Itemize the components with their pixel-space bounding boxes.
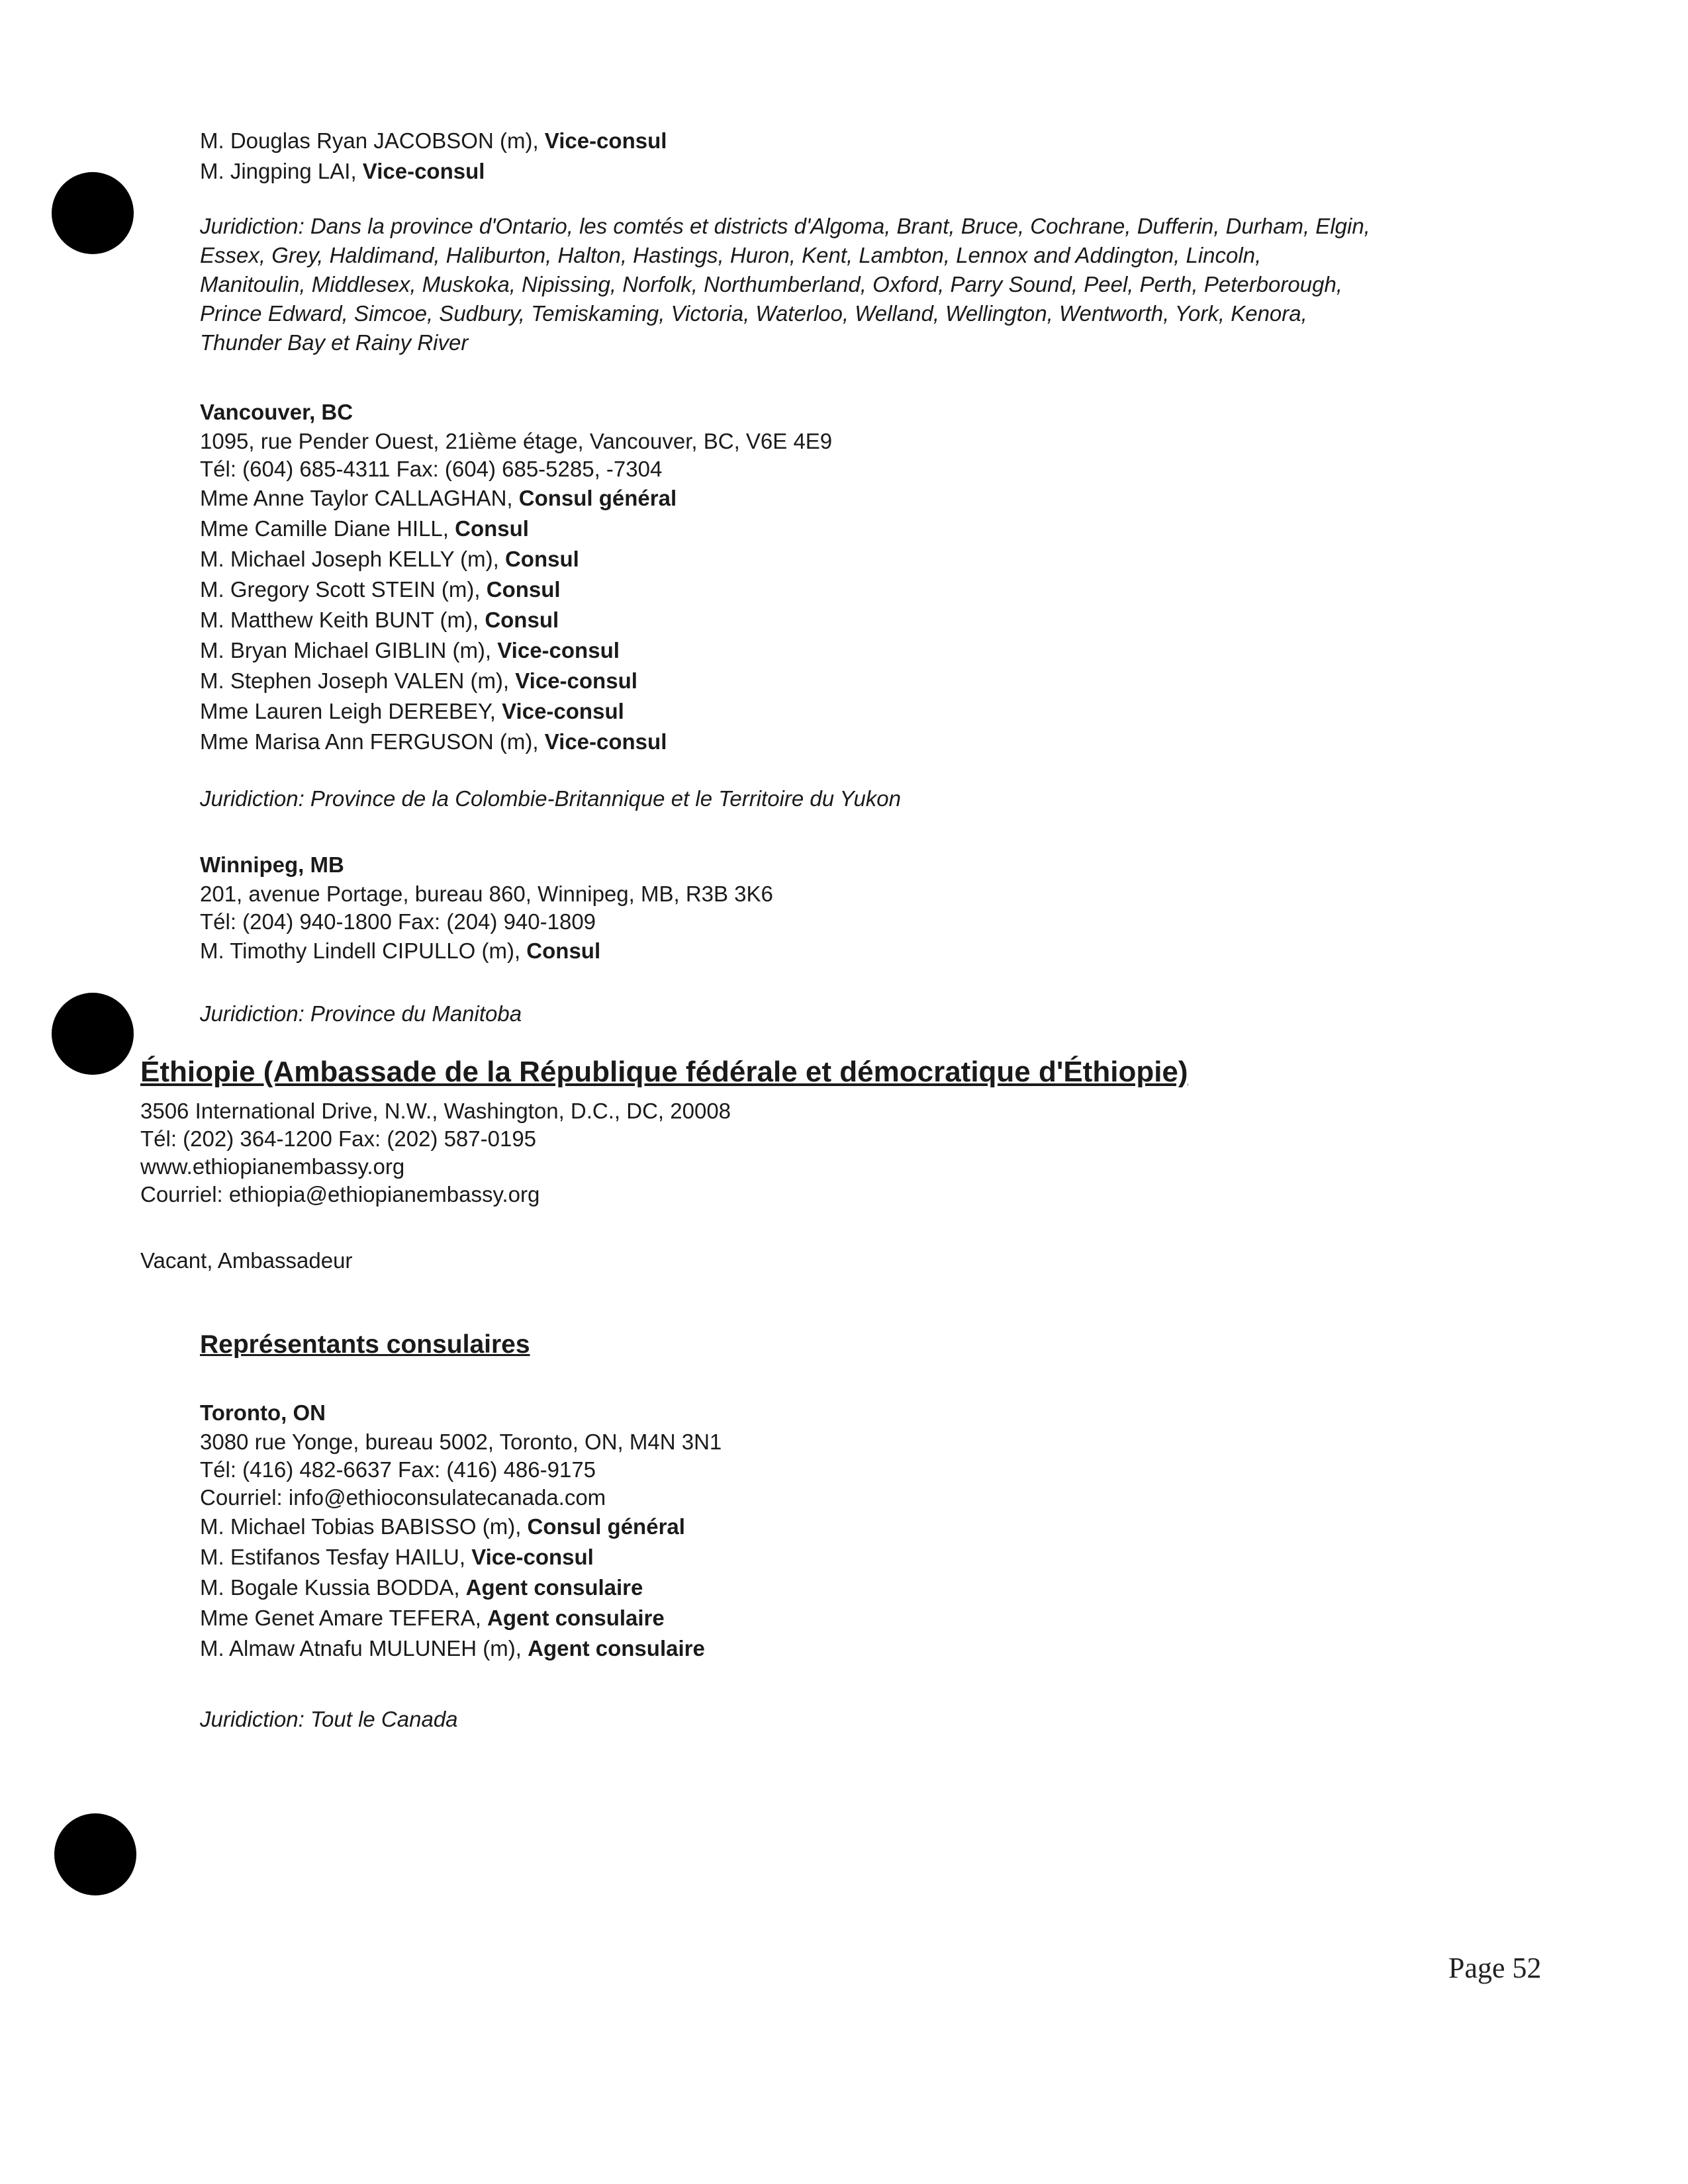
staff-entry [200,727,901,757]
staff-title: Consul [455,516,529,541]
staff-entry [200,936,773,966]
staff-entry [200,1542,722,1572]
phone-fax: Tél: (202) 364-1200 Fax: (202) 587-0195 [140,1126,537,1151]
binder-hole [52,993,134,1075]
staff-name: M. Matthew Keith BUNT (m), [200,608,485,632]
email-link[interactable]: Courriel: info@ethioconsulatecanada.com [200,1485,606,1510]
jurisdiction-line: Prince Edward, Simcoe, Sudbury, Temiskaming, Victoria, Waterloo, Welland, Wellington, Wentworth, York, Kenora, [200,301,1307,326]
jurisdiction-line: Juridiction: Tout le Canada [200,1707,458,1731]
staff-entry [200,1512,722,1542]
staff-name: M. Timothy Lindell CIPULLO (m), [200,938,527,963]
staff-title: Vice-consul [515,668,637,693]
staff-title: Vice-consul [471,1545,594,1569]
staff-name: M. Almaw Atnafu MULUNEH (m), [200,1636,528,1661]
staff-name: M. Douglas Ryan JACOBSON (m), [200,128,545,153]
staff-title: Vice-consul [362,159,485,183]
jurisdiction-line: Juridiction: Province du Manitoba [200,1001,522,1026]
staff-name: M. Bryan Michael GIBLIN (m), [200,638,498,662]
phone-fax: Tél: (604) 685-4311 Fax: (604) 685-5285, -7304 [200,457,663,481]
staff-name: M. Bogale Kussia BODDA, [200,1575,466,1600]
staff-name: Mme Genet Amare TEFERA, [200,1606,488,1630]
staff-entry [200,1633,722,1664]
staff-title: Consul [504,547,579,571]
canada-jurisdiction [200,1705,458,1734]
binder-hole [52,172,134,254]
staff-name: M. Stephen Joseph VALEN (m), [200,668,516,693]
staff-name: M. Gregory Scott STEIN (m), [200,577,487,602]
address: 1095, rue Pender Ouest, 21ième étage, Vancouver, BC, V6E 4E9 [200,429,833,453]
jurisdiction-line: Thunder Bay et Rainy River [200,330,469,355]
city-heading: Toronto, ON [200,1400,326,1425]
staff-name: M. Estifanos Tesfay HAILU, [200,1545,472,1569]
staff-title: Vice-consul [497,638,620,662]
staff-entry [200,544,901,574]
embassy-contact [140,1097,731,1208]
staff-name: Mme Anne Taylor CALLAGHAN, [200,486,519,510]
staff-name: Mme Camille Diane HILL, [200,516,455,541]
city-heading: Vancouver, BC [200,400,353,424]
website-link[interactable]: www.ethiopianembassy.org [140,1154,405,1179]
jurisdiction-line: Essex, Grey, Haldimand, Haliburton, Halton, Hastings, Huron, Kent, Lambton, Lennox and Addington, Lincoln, [200,243,1262,267]
staff-entry [200,514,901,544]
address: 201, avenue Portage, bureau 860, Winnipeg, MB, R3B 3K6 [200,882,773,906]
page-number: Page 52 [1448,1952,1542,1984]
address: 3080 rue Yonge, bureau 5002, Toronto, ON, M4N 3N1 [200,1430,722,1454]
staff-name: M. Michael Joseph KELLY (m), [200,547,505,571]
manitoba-jurisdiction [200,999,522,1028]
staff-name: Mme Marisa Ann FERGUSON (m), [200,729,545,754]
country-heading: Éthiopie (Ambassade de la République fédérale et démocratique d'Éthiopie) [140,1056,1188,1088]
staff-entry [200,635,901,666]
staff-name: M. Jingping LAI, [200,159,363,183]
city-heading: Winnipeg, MB [200,852,344,877]
staff-title: Agent consulaire [528,1636,705,1661]
top-staff-list [200,126,667,187]
staff-title: Agent consulaire [465,1575,643,1600]
staff-title: Vice-consul [544,729,667,754]
spacer [200,757,901,784]
staff-name: M. Michael Tobias BABISSO (m), [200,1514,528,1539]
staff-title: Agent consulaire [487,1606,665,1630]
staff-title: Vice-consul [544,128,667,153]
staff-entry [200,156,667,187]
winnipeg-section [200,850,773,966]
staff-entry [200,574,901,605]
staff-title: Consul [526,938,601,963]
address: 3506 International Drive, N.W., Washington, D.C., DC, 20008 [140,1099,731,1123]
email-link[interactable]: Courriel: ethiopia@ethiopianembassy.org [140,1182,540,1206]
vancouver-section [200,397,901,814]
ambassador-name: Vacant, Ambassadeur [140,1248,353,1273]
staff-entry [200,483,901,514]
phone-fax: Tél: (204) 940-1800 Fax: (204) 940-1809 [200,909,596,934]
staff-title: Consul [485,608,559,632]
consular-heading: Représentants consulaires [200,1330,530,1359]
staff-entry [200,696,901,727]
phone-fax: Tél: (416) 482-6637 Fax: (416) 486-9175 [200,1457,596,1482]
staff-entry [200,1572,722,1603]
staff-entry [200,126,667,156]
toronto-section [200,1398,722,1664]
staff-title: Consul [486,577,561,602]
staff-entry [200,1603,722,1633]
jurisdiction-line: Juridiction: Dans la province d'Ontario, les comtés et districts d'Algoma, Brant, Bruce, Cochrane, Dufferin, Durham, Elgin, [200,214,1370,238]
binder-hole [54,1813,136,1895]
jurisdiction-line: Manitoulin, Middlesex, Muskoka, Nipissing, Norfolk, Northumberland, Oxford, Parry Sound, Peel, Perth, Peterborough, [200,272,1342,296]
staff-title: Vice-consul [502,699,624,723]
ontario-jurisdiction [200,212,1524,357]
staff-title: Consul général [518,486,677,510]
staff-entry [200,605,901,635]
staff-title: Consul général [527,1514,685,1539]
staff-entry [200,666,901,696]
ambassador-entry [140,1246,352,1276]
staff-name: Mme Lauren Leigh DEREBEY, [200,699,502,723]
jurisdiction-line: Juridiction: Province de la Colombie-Britannique et le Territoire du Yukon [200,786,902,811]
